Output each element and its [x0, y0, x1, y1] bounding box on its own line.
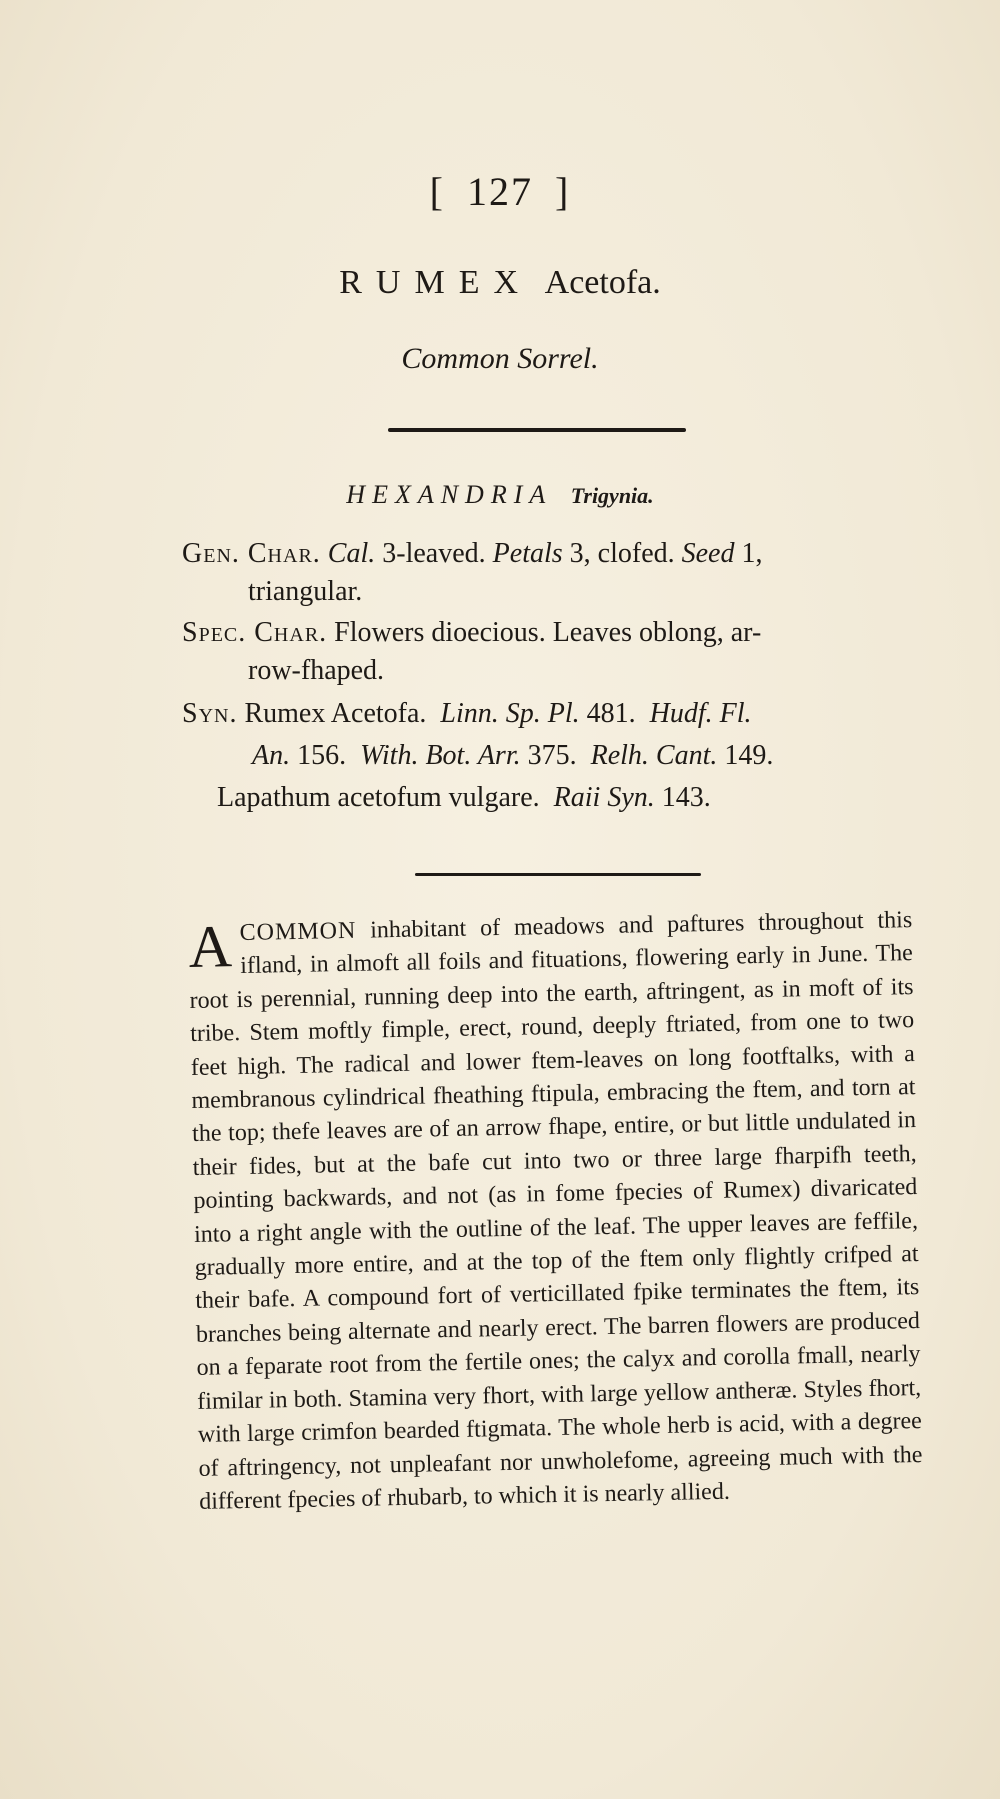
syn-ref-withering-num: 375.	[527, 740, 577, 771]
gen-char-continuation: triangular.	[248, 576, 363, 607]
syn-ref-withering: With. Bot. Arr.	[360, 740, 521, 771]
petals-label: Petals	[492, 538, 563, 569]
linnaean-classification	[0, 480, 1000, 510]
cal-text: 3-leaved.	[382, 538, 486, 569]
synonyms	[182, 695, 912, 817]
description-text: inhabitant of meadows and paftures throughout this ifland, in almoft all foils and fituations, flowering early in June. The root is perennial, running deep into the earth, aftringent, as in moft of its tribe. Stem moftly fimple, erect, round, deeply ftriated, from one to two feet high. The radical and lower ftem-leaves on long footftalks, with a membranous cylindrical fheathing ftipula, embracing the ftem, and torn at the top; thefe leaves are of an arrow fhape, entire, or but little undulated in their fides, but at the bafe cut into two or three large fharpifh teeth, pointing backwards, and not (as in fome fpecies of Rumex) divaricated into a right angle with the outline of the leaf. The upper leaves are feffile, gradually more entire, and at the top of the ftem only flightly crifped at their bafe. A compound fort of verticillated fpike terminates the ftem, its branches being alternate and nearly erect. The barren flowers are produced on a feparate root from the fertile ones; the calyx and corolla fmall, nearly fimilar in both. Stamina very fhort, with large yellow antheræ. Styles fhort, with large crimfon bearded ftigmata. The whole herb is acid, with a degree of aftringency, not unpleafant nor unwholefome, agreeing much with the different fpecies of rhubarb, to which it is nearly allied.	[189, 907, 923, 1515]
drop-cap: A	[187, 913, 233, 980]
bracket-close: ]	[555, 169, 571, 214]
syn-ref-hudson-cont: An.	[252, 740, 291, 771]
divider-rule-2	[415, 873, 701, 876]
description-paragraph	[188, 904, 923, 1519]
syn-ref-linnaeus-num: 481.	[586, 698, 636, 729]
class-name: HEXANDRIA	[346, 480, 553, 509]
seed-label: Seed	[681, 538, 735, 569]
syn-ref-ray: Raii Syn.	[553, 782, 655, 813]
divider-rule	[388, 428, 686, 432]
syn-ref-relhan-num: 149.	[724, 740, 774, 771]
syn-ref-hudson: Hudf. Fl.	[649, 698, 752, 729]
specific-character	[182, 614, 912, 690]
syn-name: Rumex Acetofa.	[244, 698, 427, 729]
page-number	[0, 168, 1000, 215]
common-name: Common Sorrel.	[401, 342, 599, 375]
species-title	[0, 264, 1000, 302]
lead-caps: COMMON	[239, 917, 357, 947]
bracket-open: [	[429, 169, 445, 214]
generic-character	[182, 535, 912, 611]
syn-ref-ray-num: 143.	[661, 782, 711, 813]
cal-label: Cal.	[327, 538, 376, 569]
spec-char-text: Flowers dioecious. Leaves oblong, ar-	[334, 617, 762, 648]
spec-char-label: Spec. Char.	[182, 617, 328, 648]
syn-ref-hudson-num: 156.	[297, 740, 347, 771]
gen-char-label: Gen. Char.	[182, 538, 321, 569]
syn-ref-linnaeus: Linn. Sp. Pl.	[440, 698, 580, 729]
order-name: Trigynia.	[570, 483, 654, 508]
spec-char-continuation: row-fhaped.	[248, 655, 385, 686]
syn-alt-name: Lapathum acetofum vulgare.	[217, 782, 540, 813]
seed-text: 1,	[741, 538, 763, 569]
genus-name: RUMEX	[339, 264, 533, 301]
syn-ref-relhan: Relh. Cant.	[590, 740, 718, 771]
petals-text: 3, clofed.	[569, 538, 675, 569]
page-number-value: 127	[467, 169, 533, 214]
syn-label: Syn.	[182, 698, 238, 729]
species-name: Acetofa.	[544, 264, 661, 301]
